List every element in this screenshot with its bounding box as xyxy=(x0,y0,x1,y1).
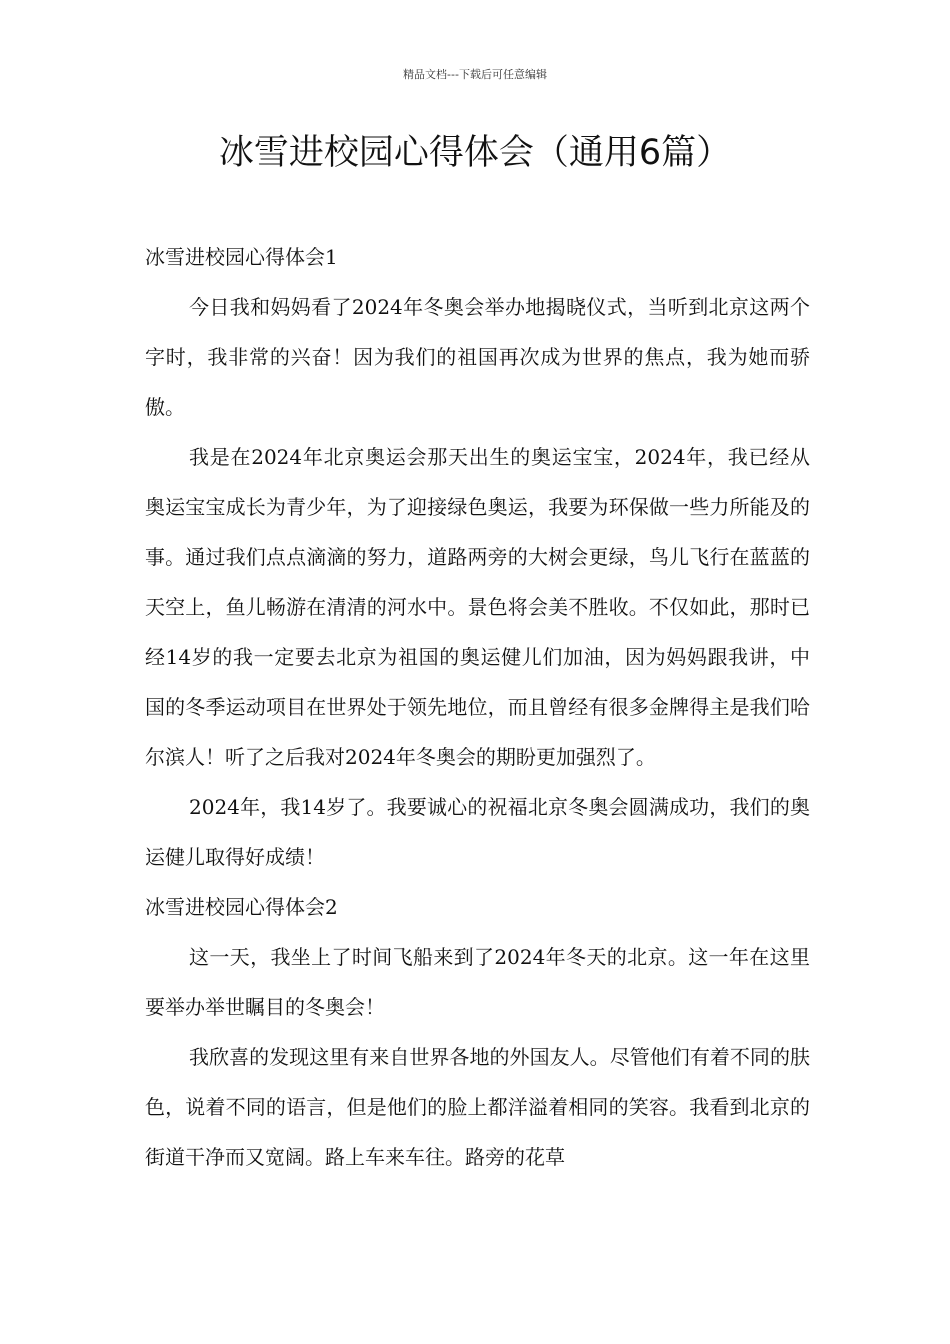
paragraph: 这一天，我坐上了时间飞船来到了2024年冬天的北京。这一年在这里要举办举世瞩目的冬奥会！ xyxy=(145,945,810,1019)
section-heading: 冰雪进校园心得体会2 xyxy=(145,895,338,919)
paragraph: 2024年，我14岁了。我要诚心的祝福北京冬奥会圆满成功，我们的奥运健儿取得好成绩！ xyxy=(145,795,810,869)
header-note: 精品文档---下载后可任意编辑 xyxy=(403,68,547,81)
paragraph: 我是在2024年北京奥运会那天出生的奥运宝宝，2024年，我已经从奥运宝宝成长为青少年，为了迎接绿色奥运，我要为环保做一些力所能及的事。通过我们点点滴滴的努力，道路两旁的大树会更绿，鸟儿飞行在蓝蓝的天空上，鱼儿畅游在清清的河水中。景色将会美不胜收。不仅如此，那时已经14岁的我一定要去北京为祖国的奥运健儿们加油，因为妈妈跟我讲，中国的冬季运动项目在世界处于领先地位，而且曾经有很多金牌得主是我们哈尔滨人！听了之后我对2024年冬奥会的期盼更加强烈了。 xyxy=(145,445,810,769)
section-2 xyxy=(145,882,810,1182)
document-title: 冰雪进校园心得体会（通用6篇） xyxy=(218,133,732,173)
document-body xyxy=(145,232,810,1182)
section-heading: 冰雪进校园心得体会1 xyxy=(145,245,338,269)
section-1 xyxy=(145,232,810,882)
paragraph: 今日我和妈妈看了2024年冬奥会举办地揭晓仪式，当听到北京这两个字时，我非常的兴奋！因为我们的祖国再次成为世界的焦点，我为她而骄傲。 xyxy=(145,295,810,419)
paragraph: 我欣喜的发现这里有来自世界各地的外国友人。尽管他们有着不同的肤色，说着不同的语言，但是他们的脸上都洋溢着相同的笑容。我看到北京的街道干净而又宽阔。路上车来车往。路旁的花草 xyxy=(145,1045,810,1169)
